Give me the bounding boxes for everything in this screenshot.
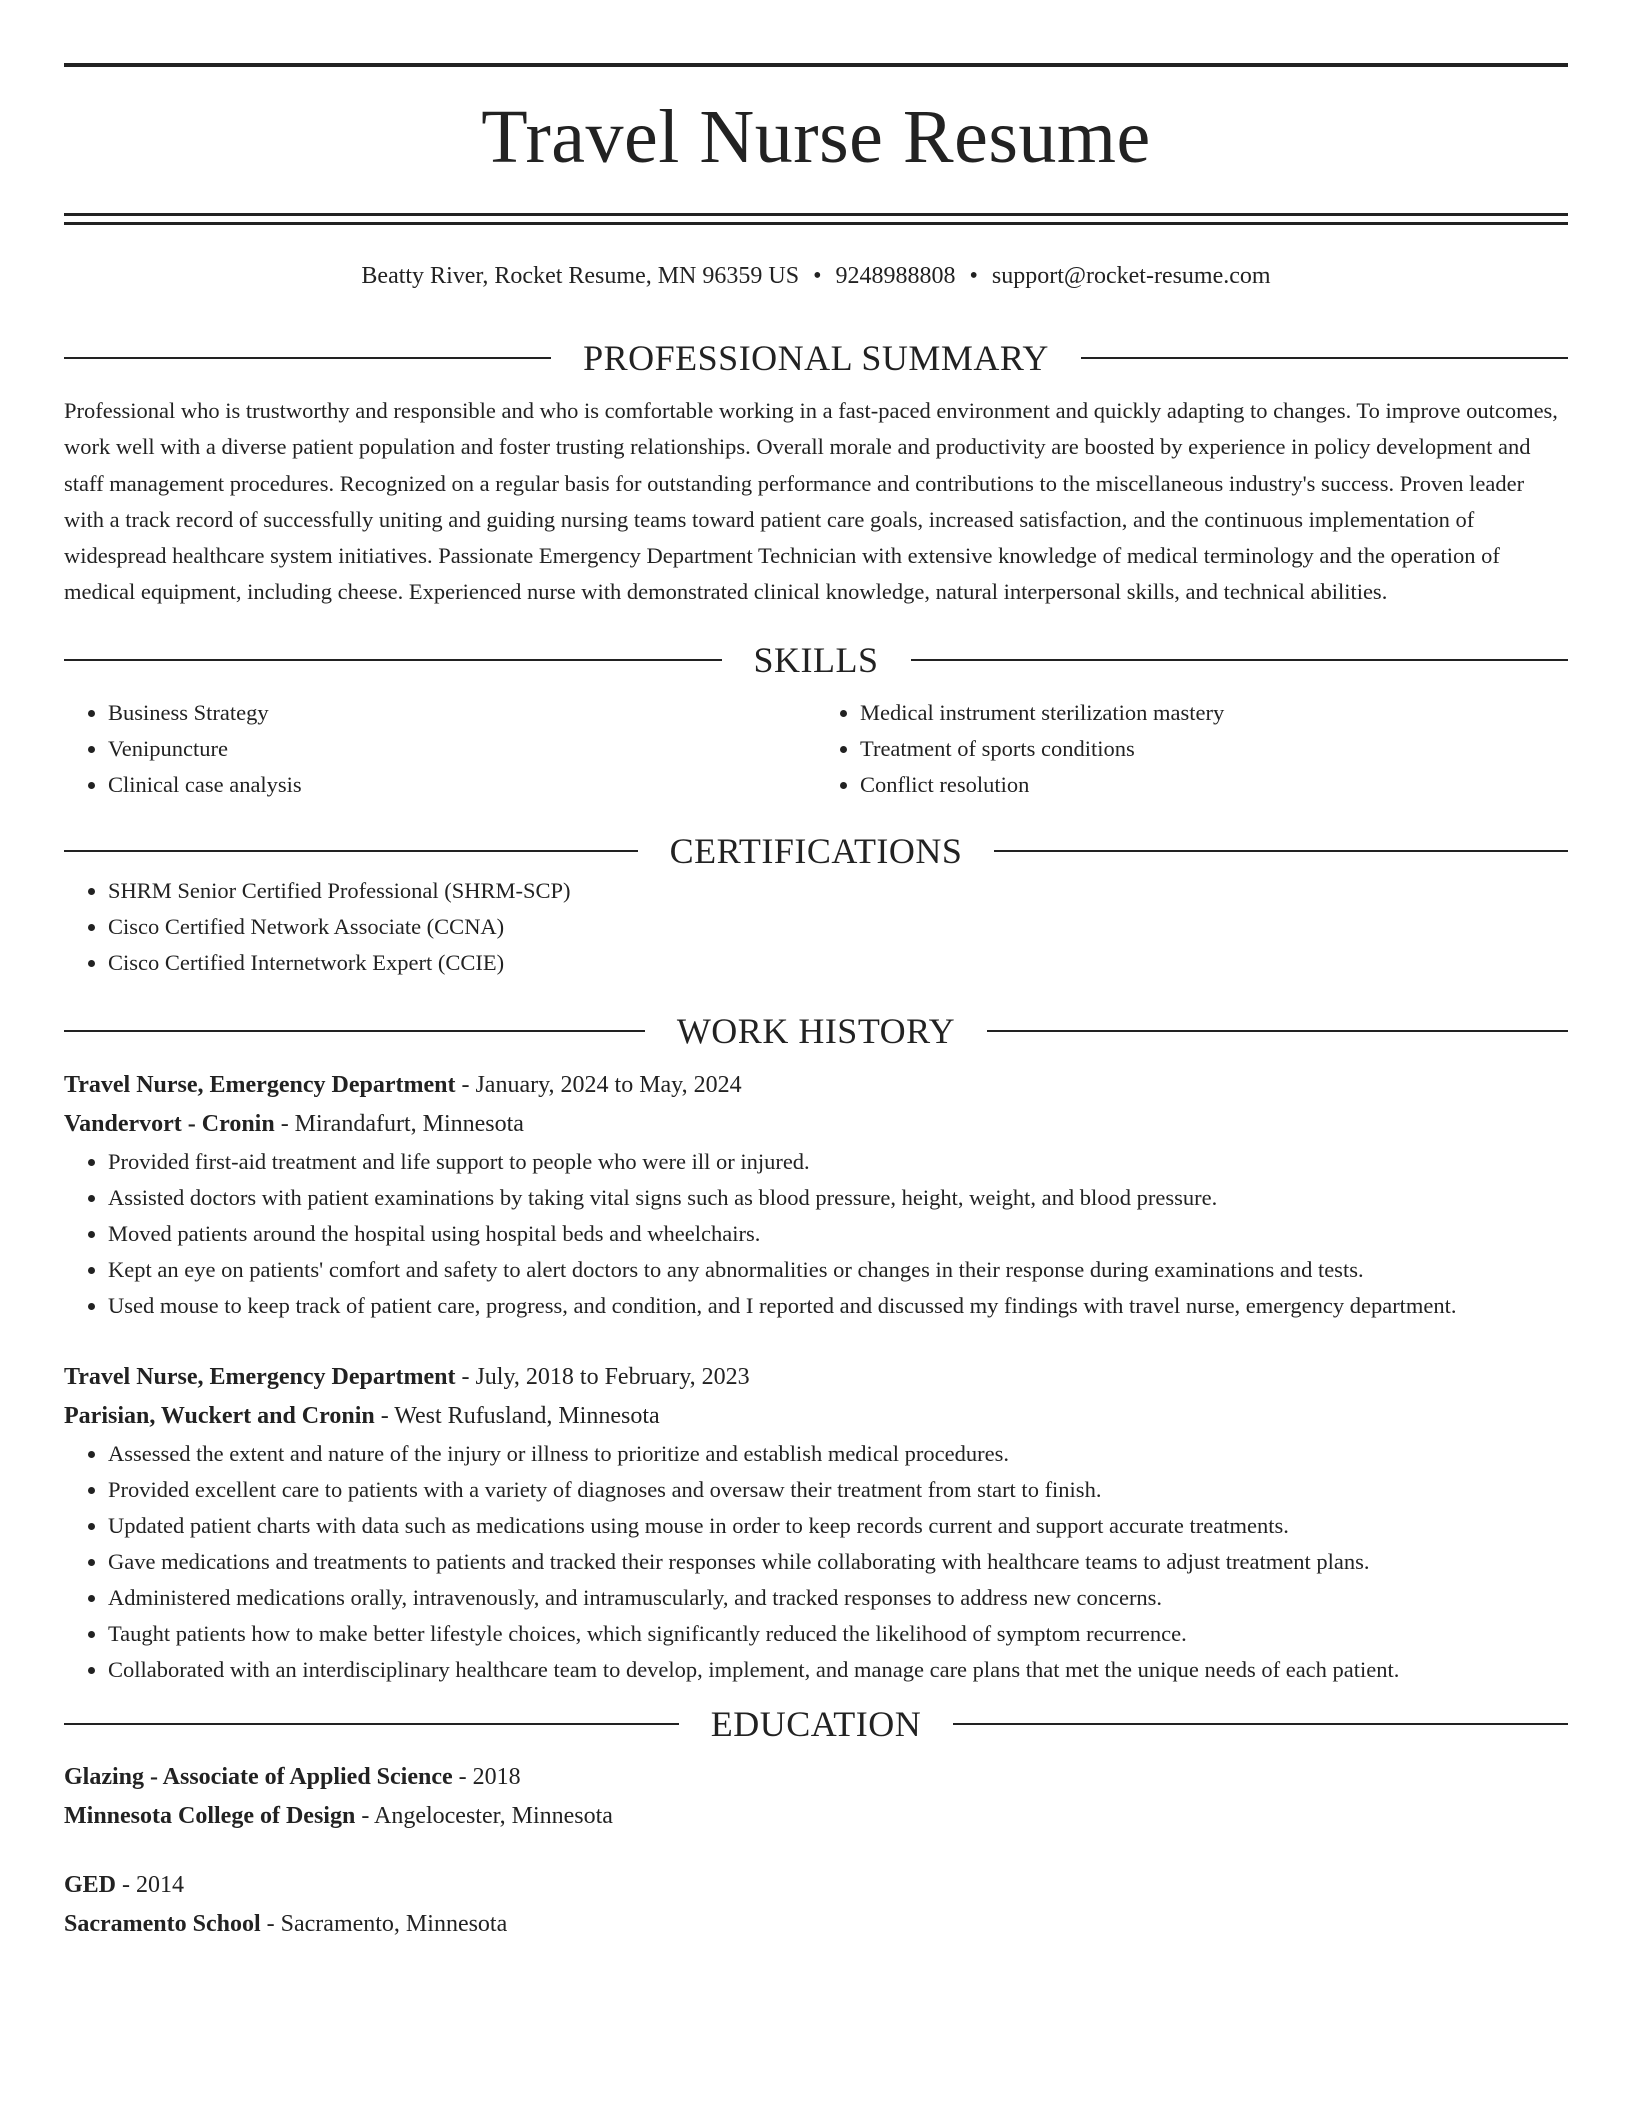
certification-item: • Cisco Certified Network Associate (CCNA) — [108, 909, 1568, 945]
summary-heading-label: PROFESSIONAL SUMMARY — [583, 338, 1049, 378]
skills-heading-label: SKILLS — [753, 639, 879, 680]
title-double-rule — [64, 213, 1568, 225]
work-history-heading-label: WORK HISTORY — [676, 1010, 956, 1051]
contact-line — [64, 261, 1568, 291]
job-title-line — [64, 1358, 1568, 1397]
education-degree: GED — [64, 1871, 117, 1898]
skill-item: • Clinical case analysis — [108, 767, 816, 803]
skill-item: • Business Strategy — [108, 695, 816, 731]
job-location: - West Rufusland, Minnesota — [374, 1402, 660, 1429]
education-degree-line — [64, 1866, 1568, 1905]
resume-title: Travel Nurse Resume — [481, 95, 1151, 179]
work-history-heading — [64, 1009, 1568, 1053]
job-title: Travel Nurse, Emergency Department — [64, 1071, 456, 1098]
skills-left-list — [64, 695, 816, 803]
job-bullet: • Assessed the extent and nature of the injury or illness to prioritize and establish medical procedures. — [108, 1436, 1568, 1472]
certification-item: • Cisco Certified Internetwork Expert (CCIE) — [108, 945, 1568, 981]
skill-item: • Venipuncture — [108, 731, 816, 767]
job-bullets — [64, 1144, 1568, 1324]
job-bullet: • Collaborated with an interdisciplinary healthcare team to develop, implement, and manage care plans that met the unique needs of each patient. — [108, 1652, 1568, 1688]
job-company-line — [64, 1105, 1568, 1144]
job-bullets — [64, 1436, 1568, 1688]
job-bullet: • Provided first-aid treatment and life support to people who were ill or injured. — [108, 1144, 1568, 1180]
job-location: - Mirandafurt, Minnesota — [274, 1110, 524, 1137]
skill-item: • Treatment of sports conditions — [860, 731, 1568, 767]
job-company: Vandervort - Cronin — [64, 1110, 275, 1137]
job-entry — [64, 1358, 1568, 1688]
summary-text: Professional who is trustworthy and responsible and who is comfortable working in a fast-paced environment and quickly adapting to changes. To improve outcomes, work well with a diverse patient population and foster trusting relationships. Overall morale and productivity are boosted by experience in policy development and staff management procedures. Recognized on a regular basis for outstanding performance and contributions to the miscellaneous industry's success. Proven leader with a track record of successfully uniting and guiding nursing teams toward patient care goals, increased satisfaction, and the continuous implementation of widespread healthcare system initiatives. Passionate Emergency Department Technician with extensive knowledge of medical terminology and the operation of medical equipment, including cheese. Experienced nurse with demonstrated clinical knowledge, natural interpersonal skills, and technical abilities. — [64, 398, 1558, 605]
contact-separator: • — [813, 263, 822, 289]
certification-item: • SHRM Senior Certified Professional (SHRM-SCP) — [108, 873, 1568, 909]
job-bullet: • Kept an eye on patients' comfort and safety to alert doctors to any abnormalities or changes in their response during examinations and tests. — [108, 1252, 1568, 1288]
contact-separator: • — [969, 263, 978, 289]
education-school-line — [64, 1797, 1568, 1836]
job-title-line — [64, 1066, 1568, 1105]
contact-email: support@rocket-resume.com — [991, 263, 1271, 289]
education-year: - 2014 — [116, 1871, 185, 1898]
skills-right-list — [816, 695, 1568, 803]
education-school: Sacramento School — [64, 1910, 261, 1937]
job-bullet: • Gave medications and treatments to patients and tracked their responses while collaborating with healthcare teams to adjust treatment plans. — [108, 1544, 1568, 1580]
job-dates: - January, 2024 to May, 2024 — [455, 1071, 742, 1098]
job-bullet: • Updated patient charts with data such as medications using mouse in order to keep records current and support accurate treatments. — [108, 1508, 1568, 1544]
job-bullet: • Provided excellent care to patients with a variety of diagnoses and oversaw their treatment from start to finish. — [108, 1472, 1568, 1508]
education-location: - Sacramento, Minnesota — [260, 1910, 508, 1937]
job-dates: - July, 2018 to February, 2023 — [455, 1363, 750, 1390]
education-entry — [64, 1866, 1568, 1944]
education-heading-label: EDUCATION — [710, 1703, 922, 1744]
resume-page — [64, 0, 1568, 1944]
education-degree: Glazing - Associate of Applied Science — [64, 1763, 453, 1790]
education-entry — [64, 1758, 1568, 1836]
skills-grid — [64, 695, 1568, 803]
job-bullet: • Used mouse to keep track of patient care, progress, and condition, and I reported and discussed my findings with travel nurse, emergency department. — [108, 1288, 1568, 1324]
education-location: - Angelocester, Minnesota — [355, 1802, 613, 1829]
job-bullet: • Assisted doctors with patient examinations by taking vital signs such as blood pressure, height, weight, and blood pressure. — [108, 1180, 1568, 1216]
education-heading — [64, 1702, 1568, 1746]
education-year: - 2018 — [452, 1763, 521, 1790]
education-degree-line — [64, 1758, 1568, 1797]
summary-heading — [64, 336, 1568, 380]
education-school-line — [64, 1905, 1568, 1944]
job-entry — [64, 1066, 1568, 1324]
skill-item: • Conflict resolution — [860, 767, 1568, 803]
certifications-list — [64, 873, 1568, 981]
skill-item: • Medical instrument sterilization mastery — [860, 695, 1568, 731]
job-bullet: • Taught patients how to make better lifestyle choices, which significantly reduced the likelihood of symptom recurrence. — [108, 1616, 1568, 1652]
contact-phone: 9248988808 — [835, 263, 956, 289]
contact-address: Beatty River, Rocket Resume, MN 96359 US — [361, 263, 800, 289]
job-company: Parisian, Wuckert and Cronin — [64, 1402, 375, 1429]
education-school: Minnesota College of Design — [64, 1802, 356, 1829]
certifications-heading — [64, 829, 1568, 873]
job-bullet: • Administered medications orally, intravenously, and intramuscularly, and tracked responses to address new concerns. — [108, 1580, 1568, 1616]
job-bullet: • Moved patients around the hospital using hospital beds and wheelchairs. — [108, 1216, 1568, 1252]
certifications-heading-label: CERTIFICATIONS — [669, 830, 963, 871]
job-company-line — [64, 1397, 1568, 1436]
skills-heading — [64, 638, 1568, 682]
job-title: Travel Nurse, Emergency Department — [64, 1363, 456, 1390]
